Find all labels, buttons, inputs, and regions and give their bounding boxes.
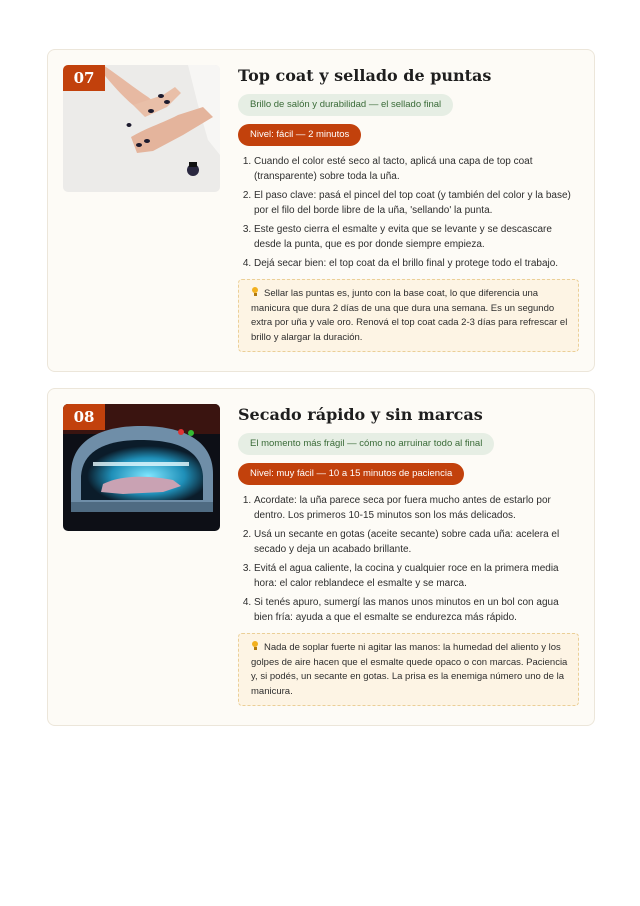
- step-content: [238, 65, 579, 352]
- instruction-item: 2. Usá un secante en gotas (aceite secante) sobre cada uña: acelera el secado y deja un acabado brillante.: [254, 527, 579, 557]
- instruction-item: 1. Cuando el color esté seco al tacto, aplicá una capa de top coat (transparente) sobre toda la uña.: [254, 154, 579, 184]
- difficulty-level-badge: Nivel: muy fácil — 10 a 15 minutos de paciencia: [238, 463, 464, 485]
- step-image-top-coat: [63, 65, 220, 192]
- step-number-badge: 08: [63, 404, 105, 430]
- instruction-list: [238, 154, 579, 271]
- instruction-item: 3. Este gesto cierra el esmalte y evita que se levante y se descascare desde la punta, que es por donde siempre empieza.: [254, 222, 579, 252]
- instruction-item: 3. Evitá el agua caliente, la cocina y cualquier roce en la primera media hora: el calor reblandece el esmalte y se marca.: [254, 561, 579, 591]
- instruction-item: 4. Dejá secar bien: el top coat da el brillo final y protege todo el trabajo.: [254, 256, 579, 271]
- instruction-item: 4. Si tenés apuro, sumergí las manos unos minutos en un bol con agua bien fría: ayuda a que el esmalte se endurezca más rápido.: [254, 595, 579, 625]
- instruction-item: 1. Acordate: la uña parece seca por fuera mucho antes de estarlo por dentro. Los primeros 10-15 minutos son los más delicados.: [254, 493, 579, 523]
- step-title: Top coat y sellado de puntas: [238, 66, 492, 85]
- step-card-08: [47, 388, 595, 726]
- step-subtitle-pill: Brillo de salón y durabilidad — el sellado final: [238, 94, 453, 116]
- step-title: Secado rápido y sin marcas: [238, 405, 483, 424]
- tip-box: [238, 633, 579, 706]
- tip-box: [238, 279, 579, 352]
- lightbulb-icon: [251, 287, 259, 297]
- step-card-07: [47, 49, 595, 372]
- instruction-item: 2. El paso clave: pasá el pincel del top coat (y también del color y la base) por el filo del borde libre de la uña, 'sellando' la punta.: [254, 188, 579, 218]
- tip-text: Sellar las puntas es, junto con la base coat, lo que diferencia una manicura que dura 2 días de una que dura una semana. Es un segundo extra por uña y vale oro. Renová el top coat cada 2-3 días para refrescar el brillo y alargar la duración.: [251, 288, 568, 343]
- step-subtitle-pill: El momento más frágil — cómo no arruinar todo al final: [238, 433, 494, 455]
- lightbulb-icon: [251, 641, 259, 651]
- tip-text: Nada de soplar fuerte ni agitar las manos: la humedad del aliento y los golpes de aire hacen que el esmalte quede opaco o con marcas. Paciencia y, si podés, un secante en gotas. La prisa es la enemiga número uno de la manicura.: [251, 642, 568, 697]
- step-number-badge: 07: [63, 65, 105, 91]
- difficulty-level-badge: Nivel: fácil — 2 minutos: [238, 124, 361, 146]
- instruction-list: [238, 493, 579, 625]
- step-image-drying: [63, 404, 220, 531]
- step-content: [238, 404, 579, 706]
